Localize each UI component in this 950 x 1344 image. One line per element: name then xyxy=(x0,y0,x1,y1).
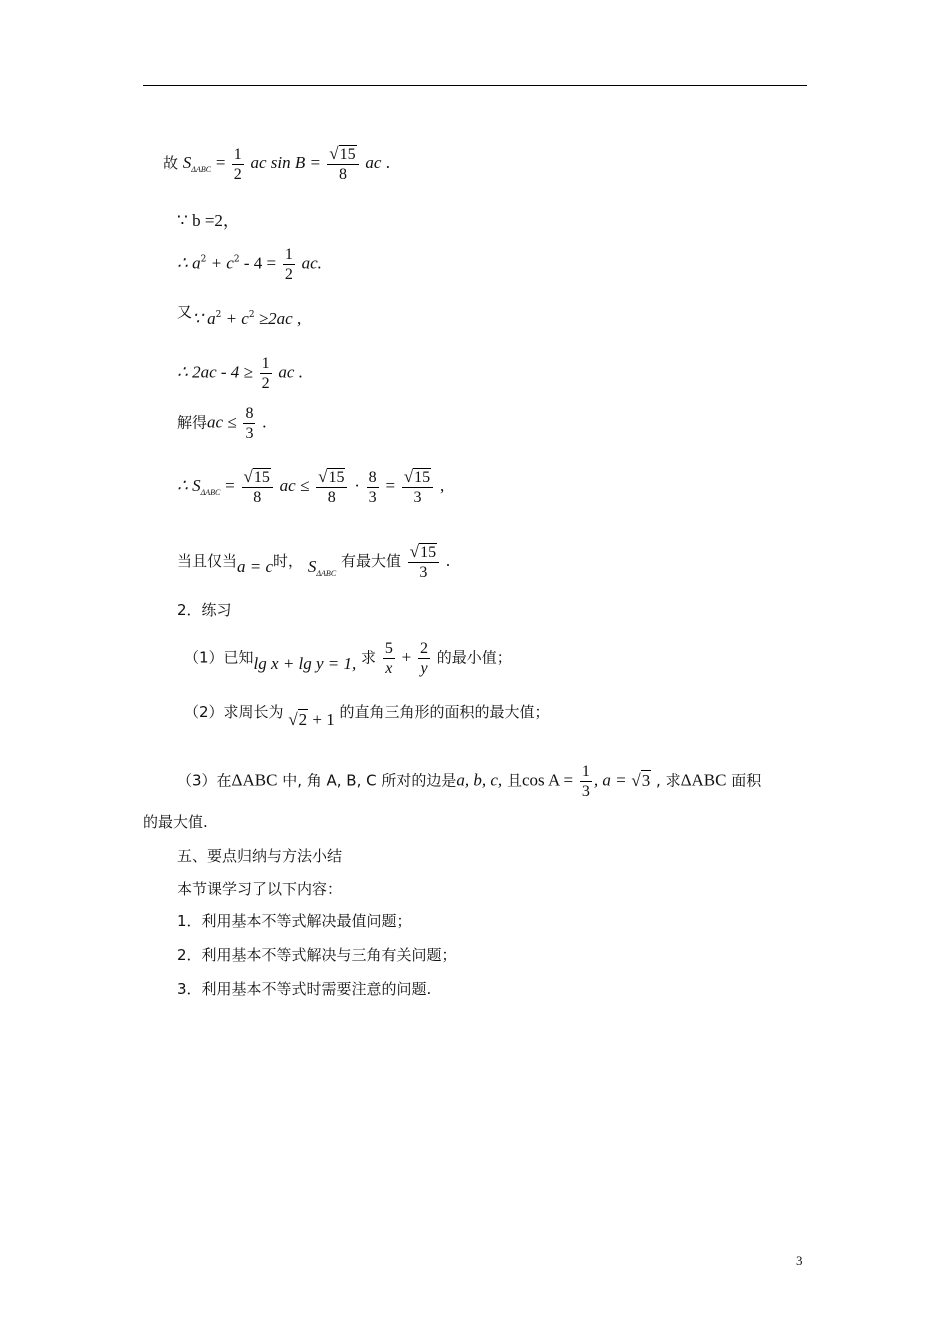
area-bound-chain: ∴ $S_{\Delta ABC}$ = $\frac{√15}{8}$ ac ≤ $\frac{√15}{8}$ · $\frac{8}{3}$ = $\frac{√15}{3}$ , xyxy=(177,467,445,506)
fraction-one-half: $\frac{1}{2}$ xyxy=(261,355,270,392)
fraction-one-half: $\frac{1}{2}$ xyxy=(284,246,293,283)
fraction-eight-thirds: $\frac{8}{3}$ xyxy=(245,405,254,442)
max-area-statement: 当且仅当a = c时， $S_{\Delta ABC}$ 有最大值 $\frac{√15}{3}$ . xyxy=(177,542,451,581)
given-b-equals-2: ∵ b =2， xyxy=(177,211,240,230)
section-practice-heading: 2．练习 xyxy=(177,601,232,619)
equation-law-of-cosines: ∴ $a^2 + c^2 - 4$ = $\frac{1}{2}$ ac. xyxy=(177,246,322,283)
fraction-sqrt15-over-3: $\frac{√15}{3}$ xyxy=(408,542,439,582)
inequality-am-gm: 又∵ $a^2 + c^2 \ge 2ac$ , xyxy=(177,303,302,328)
fraction-5-over-x: $\frac{5}{x}$ xyxy=(384,640,393,677)
section-summary-heading: 五、要点归纳与方法小结 xyxy=(177,847,343,865)
fraction-sqrt15-over-8: $\frac{√15}{8}$ xyxy=(327,144,358,184)
exercise-2: （2）求周长为 √2 + 1 的直角三角形的面积的最大值； xyxy=(184,703,550,729)
fraction-one-third: $\frac{1}{3}$ xyxy=(581,763,590,800)
summary-item-1: 1．利用基本不等式解决最值问题； xyxy=(177,912,412,930)
summary-item-2: 2．利用基本不等式解决与三角有关问题； xyxy=(177,946,457,964)
fraction-sqrt15-over-3: $\frac{√15}{3}$ xyxy=(402,467,433,507)
exercise-3-continued: 的最大值. xyxy=(143,813,208,831)
solution-ac-bound: 解得ac ≤ $\frac{8}{3}$ . xyxy=(177,405,267,442)
inequality-2ac: ∴ 2ac - 4 ≥ $\frac{1}{2}$ ac . xyxy=(177,355,303,392)
page-number: 3 xyxy=(796,1253,803,1268)
summary-item-3: 3．利用基本不等式时需要注意的问题. xyxy=(177,980,432,998)
exercise-1: （1）已知lg x + lg y = 1, 求 $\frac{5}{x}$ + $\frac{2}{y}$ 的最小值； xyxy=(184,640,512,677)
fraction-sqrt15-over-8: $\frac{√15}{8}$ xyxy=(242,467,273,507)
sqrt-3: √3 xyxy=(631,770,651,790)
exercise-3: （3）在ΔABC 中, 角 A, B, C 所对的边是a, b, c, 且cos A = $\frac{1}{3}$ , a = √3 , 求ΔABC 面积 xyxy=(177,763,762,800)
header-rule xyxy=(143,85,807,86)
sqrt-2: √2 xyxy=(288,710,308,729)
summary-intro: 本节课学习了以下内容： xyxy=(177,880,343,898)
fraction-eight-thirds: $\frac{8}{3}$ xyxy=(368,468,377,506)
equation-area-formula: 故 $S_{\Delta ABC}$ = $\frac{1}{2}$ ac sin B = $\frac{√15}{8}$ ac . xyxy=(163,144,390,183)
fraction-sqrt15-over-8: $\frac{√15}{8}$ xyxy=(316,467,347,507)
fraction-one-half: $\frac{1}{2}$ xyxy=(233,145,242,183)
fraction-2-over-y: $\frac{2}{y}$ xyxy=(420,640,428,677)
